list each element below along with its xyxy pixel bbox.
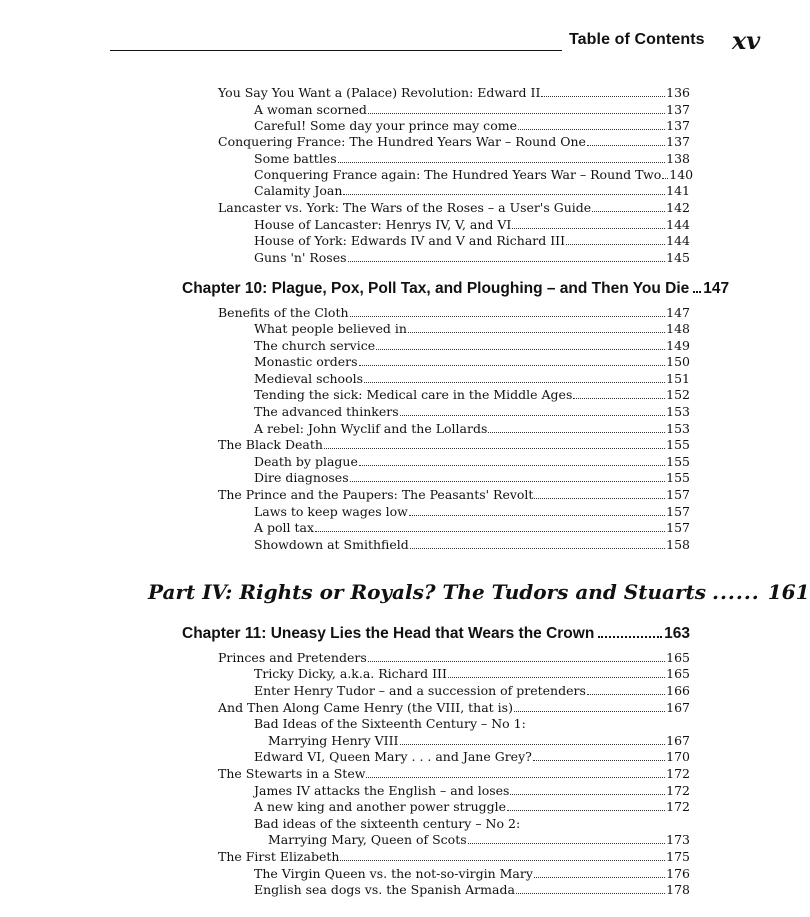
leader-dots: [573, 398, 665, 399]
entry-title: Lancaster vs. York: The Wars of the Roses – a User's Guide: [218, 200, 592, 215]
toc-subsection-entry: [254, 799, 690, 815]
entry-page-number: 153: [666, 421, 690, 436]
entry-page-number: 149: [666, 338, 690, 353]
leader-dots: [350, 316, 666, 317]
leader-dots: [364, 382, 665, 383]
leader-dots: [541, 96, 665, 97]
toc-subsection-entry: [254, 183, 690, 199]
toc-subsection-entry: [254, 470, 690, 486]
leader-dots: [510, 794, 665, 795]
chapter-title: Chapter 10: Plague, Pox, Poll Tax, and Ploughing – and Then You Die: [182, 280, 690, 297]
chapter-title: Chapter 11: Uneasy Lies the Head that Wears the Crown: [182, 625, 595, 642]
entry-title: Bad ideas of the sixteenth century – No 2:: [254, 816, 521, 831]
leader-dots: [693, 291, 701, 293]
entry-page-number: 165: [666, 666, 690, 681]
leader-dots: [324, 448, 665, 449]
entry-title: A poll tax: [254, 520, 315, 535]
entry-title: The Black Death: [218, 437, 323, 452]
toc-section-entry: [218, 766, 690, 782]
leader-dots: [534, 877, 665, 878]
leader-dots: [587, 145, 665, 146]
toc-subsection-entry: [254, 783, 690, 799]
leader-dots: [534, 498, 665, 499]
entry-page-number: 166: [666, 683, 690, 698]
entry-page-number: 158: [666, 537, 690, 552]
leader-dots: [350, 481, 666, 482]
toc-subsection-entry: [254, 866, 690, 882]
chapter-page-number: 163: [664, 625, 690, 642]
entry-page-number: 155: [666, 437, 690, 452]
toc-subsection-entry: [254, 520, 690, 536]
toc-subsection-entry: [254, 151, 690, 167]
leader-dots: [488, 432, 665, 433]
entry-title: The Stewarts in a Stew: [218, 766, 366, 781]
leader-dots: [366, 777, 665, 778]
leader-dots: [340, 860, 665, 861]
entry-title: Showdown at Smithfield: [254, 537, 409, 552]
entry-page-number: 170: [666, 749, 690, 764]
leader-dots: [587, 694, 665, 695]
leader-dots: [468, 843, 666, 844]
leader-dots: [448, 677, 665, 678]
toc-subsection-entry: [254, 387, 690, 403]
leader-dots: [507, 810, 665, 811]
part-heading: [148, 578, 810, 606]
toc-subsection-entry: [254, 250, 690, 266]
entry-title: A woman scorned: [254, 102, 367, 117]
leader-dots: [338, 162, 666, 163]
entry-page-number: 152: [666, 387, 690, 402]
entry-page-number: 137: [666, 102, 690, 117]
leader-dots: [343, 194, 665, 195]
entry-title: Conquering France again: The Hundred Years War – Round Two: [254, 167, 662, 182]
entry-title: Bad Ideas of the Sixteenth Century – No 1:: [254, 716, 526, 731]
entry-page-number: 147: [666, 305, 690, 320]
entry-page-number: 155: [666, 470, 690, 485]
entry-page-number: 138: [666, 151, 690, 166]
entry-page-number: 157: [666, 487, 690, 502]
entry-title: House of York: Edwards IV and V and Richard III: [254, 233, 566, 248]
entry-title: You Say You Want a (Palace) Revolution: Edward II: [218, 85, 541, 100]
entry-title: The church service: [254, 338, 376, 353]
entry-page-number: 172: [666, 766, 690, 781]
entry-page-number: 167: [666, 700, 690, 715]
entry-title: And Then Along Came Henry (the VIII, that is): [218, 700, 513, 715]
leader-dots: [598, 636, 662, 638]
toc-subsection-entry: [254, 816, 520, 832]
page-number: xv: [732, 26, 761, 55]
toc-subsection-entry: [254, 371, 690, 387]
entry-page-number: 144: [666, 233, 690, 248]
entry-title: Enter Henry Tudor – and a succession of pretenders: [254, 683, 586, 698]
entry-title: Tricky Dicky, a.k.a. Richard III: [254, 666, 447, 681]
toc-subsection-entry: [268, 733, 690, 749]
entry-page-number: 151: [666, 371, 690, 386]
entry-title: Tending the sick: Medical care in the Middle Ages: [254, 387, 573, 402]
entry-title: Death by plague: [254, 454, 358, 469]
toc-section-entry: [218, 487, 690, 503]
toc-section-entry: [218, 437, 690, 453]
entry-page-number: 142: [666, 200, 690, 215]
entry-page-number: 172: [666, 783, 690, 798]
toc-subsection-entry: [254, 454, 690, 470]
leader-dots: [566, 244, 665, 245]
leader-dots: [376, 349, 665, 350]
entry-page-number: 165: [666, 650, 690, 665]
part-leader-dots: ......: [711, 580, 760, 604]
entry-page-number: 157: [666, 520, 690, 535]
leader-dots: [408, 332, 665, 333]
leader-dots: [409, 515, 665, 516]
toc-section-entry: [218, 650, 690, 666]
entry-title: The First Elizabeth: [218, 849, 340, 864]
entry-title: Marrying Henry VIII: [268, 733, 399, 748]
entry-page-number: 140: [669, 167, 694, 182]
toc-subsection-entry: [254, 354, 690, 370]
entry-title: English sea dogs vs. the Spanish Armada: [254, 882, 515, 897]
entry-title: The Virgin Queen vs. the not-so-virgin Mary: [254, 866, 533, 881]
toc-subsection-entry: [254, 338, 690, 354]
toc-subsection-entry: [254, 118, 690, 134]
entry-title: Princes and Pretenders: [218, 650, 367, 665]
entry-title: A new king and another power struggle: [254, 799, 507, 814]
toc-subsection-entry: [254, 716, 526, 732]
toc-subsection-entry: [254, 217, 690, 233]
toc-subsection-entry: [254, 233, 690, 249]
entry-title: What people believed in: [254, 321, 407, 336]
toc-section-entry: [218, 134, 690, 150]
entry-page-number: 145: [666, 250, 690, 265]
leader-dots: [368, 113, 665, 114]
entry-page-number: 137: [666, 118, 690, 133]
toc-subsection-entry: [254, 102, 690, 118]
entry-page-number: 141: [666, 183, 690, 198]
entry-page-number: 172: [666, 799, 690, 814]
leader-dots: [368, 661, 665, 662]
entry-page-number: 178: [666, 882, 690, 897]
entry-page-number: 136: [666, 85, 690, 100]
chapter-page-number: 147: [703, 280, 730, 297]
chapter-heading: [182, 279, 730, 299]
toc-section-entry: [218, 849, 690, 865]
entry-page-number: 155: [666, 454, 690, 469]
entry-page-number: 153: [666, 404, 690, 419]
toc-subsection-entry: [254, 167, 694, 183]
entry-title: Some battles: [254, 151, 337, 166]
entry-title: The advanced thinkers: [254, 404, 399, 419]
running-header-title: Table of Contents: [569, 31, 705, 48]
toc-section-entry: [218, 700, 690, 716]
toc-section-entry: [218, 85, 690, 101]
toc-subsection-entry: [254, 882, 690, 898]
leader-dots: [514, 711, 665, 712]
entry-page-number: 173: [666, 832, 690, 847]
entry-title: House of Lancaster: Henrys IV, V, and VI: [254, 217, 512, 232]
chapter-heading: [182, 624, 690, 644]
part-title: Part IV: Rights or Royals? The Tudors and Stuarts: [148, 580, 706, 604]
toc-subsection-entry: [268, 832, 690, 848]
toc-subsection-entry: [254, 404, 690, 420]
entry-title: Conquering France: The Hundred Years War – Round One: [218, 134, 586, 149]
leader-dots: [400, 415, 666, 416]
entry-title: Marrying Mary, Queen of Scots: [268, 832, 467, 847]
entry-title: A rebel: John Wyclif and the Lollards: [254, 421, 488, 436]
entry-title: Monastic orders: [254, 354, 358, 369]
entry-title: Calamity Joan: [254, 183, 343, 198]
entry-page-number: 176: [666, 866, 690, 881]
entry-title: Careful! Some day your prince may come: [254, 118, 517, 133]
toc-subsection-entry: [254, 504, 690, 520]
leader-dots: [348, 261, 666, 262]
entry-page-number: 175: [666, 849, 690, 864]
leader-dots: [512, 228, 665, 229]
entry-page-number: 167: [666, 733, 690, 748]
toc-subsection-entry: [254, 683, 690, 699]
toc-section-entry: [218, 305, 690, 321]
toc-subsection-entry: [254, 537, 690, 553]
entry-title: James IV attacks the English – and loses: [254, 783, 510, 798]
entry-page-number: 137: [666, 134, 690, 149]
toc-subsection-entry: [254, 321, 690, 337]
entry-title: Medieval schools: [254, 371, 364, 386]
leader-dots: [400, 744, 666, 745]
entry-page-number: 144: [666, 217, 690, 232]
toc-subsection-entry: [254, 421, 690, 437]
entry-title: The Prince and the Paupers: The Peasants' Revolt: [218, 487, 534, 502]
leader-dots: [533, 760, 665, 761]
leader-dots: [518, 129, 665, 130]
entry-page-number: 148: [666, 321, 690, 336]
leader-dots: [516, 893, 665, 894]
entry-page-number: 150: [666, 354, 690, 369]
entry-title: Benefits of the Cloth: [218, 305, 349, 320]
entry-title: Guns 'n' Roses: [254, 250, 347, 265]
entry-page-number: 157: [666, 504, 690, 519]
leader-dots: [662, 178, 668, 179]
leader-dots: [359, 365, 666, 366]
toc-subsection-entry: [254, 666, 690, 682]
leader-dots: [315, 531, 665, 532]
entry-title: Edward VI, Queen Mary . . . and Jane Grey?: [254, 749, 532, 764]
entry-title: Dire diagnoses: [254, 470, 349, 485]
part-page-number: 161: [767, 580, 810, 604]
entry-title: Laws to keep wages low: [254, 504, 408, 519]
toc-subsection-entry: [254, 749, 690, 765]
toc-section-entry: [218, 200, 690, 216]
leader-dots: [410, 548, 665, 549]
leader-dots: [592, 211, 665, 212]
leader-dots: [359, 465, 665, 466]
